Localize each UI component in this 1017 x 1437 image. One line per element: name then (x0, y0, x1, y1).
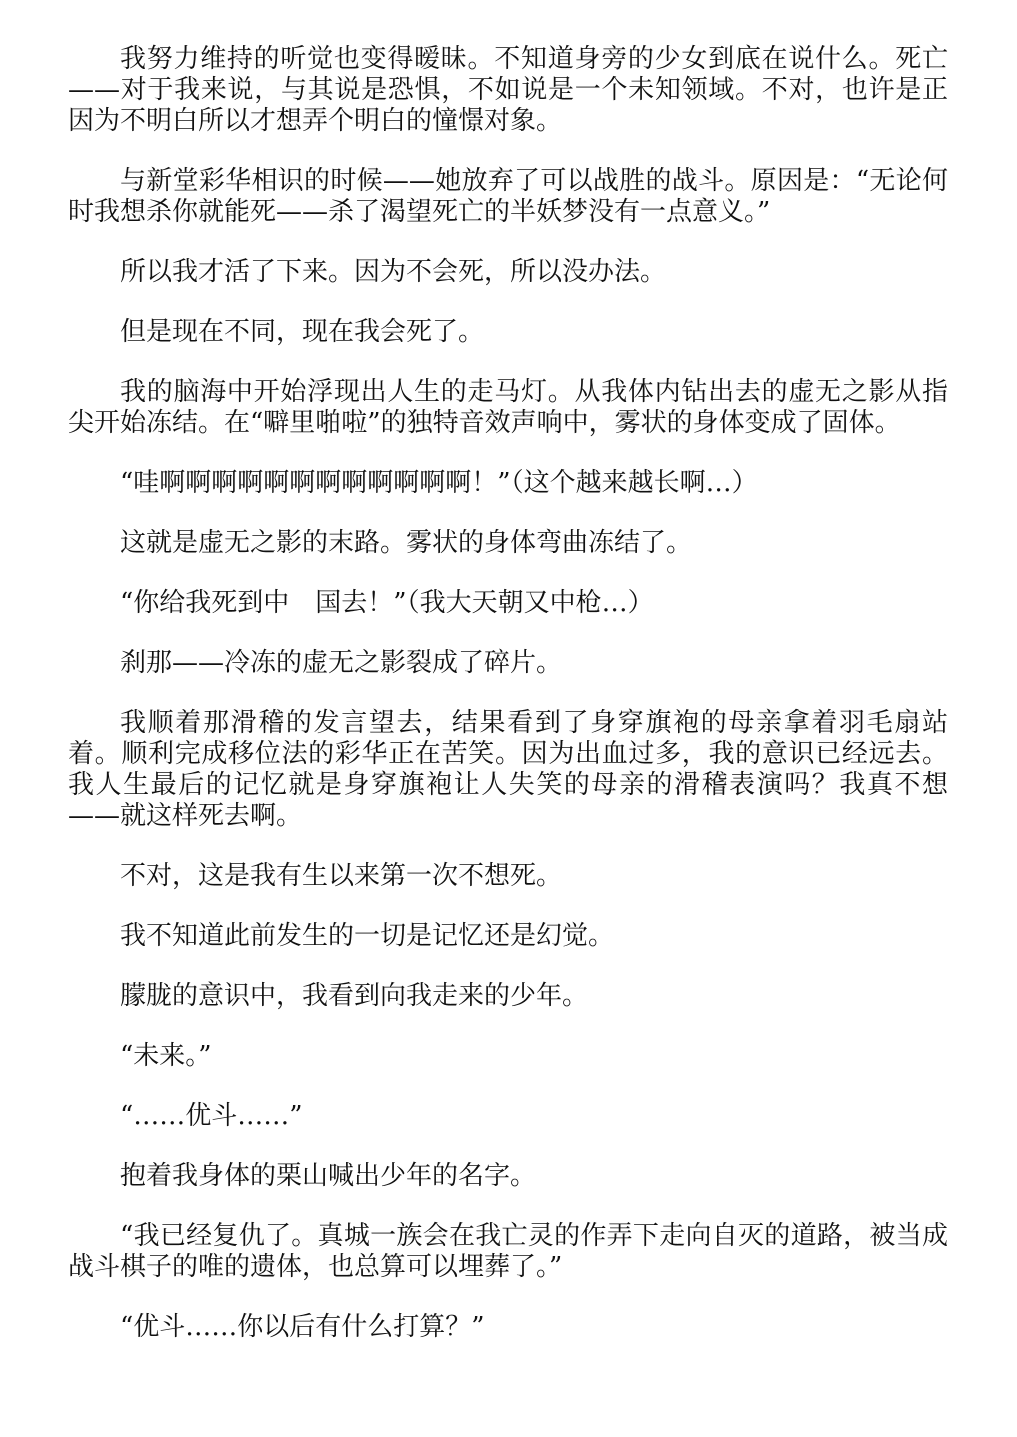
paragraph-13: 朦胧的意识中，我看到向我走来的少年。 (120, 981, 589, 1011)
paragraph-18: “优斗……你以后有什么打算？” (120, 1312, 485, 1342)
paragraph-15: “……优斗……” (120, 1101, 303, 1131)
paragraph-7: 这就是虚无之影的末路。雾状的身体弯曲冻结了。 (120, 528, 693, 558)
paragraph-10: 我顺着那滑稽的发言望去，结果看到了身穿旗袍的母亲拿着羽毛扇站着。顺利完成移位法的彩华正在苦笑。因为出血过多，我的意识已经远去。我人生最后的记忆就是身穿旗袍让人失笑的母亲的滑稽表演吗？我真不想——就这样死去啊。 (68, 708, 948, 831)
paragraph-14: “未来。” (120, 1041, 212, 1071)
paragraph-12: 我不知道此前发生的一切是记忆还是幻觉。 (120, 921, 615, 951)
paragraph-11: 不对，这是我有生以来第一次不想死。 (120, 861, 563, 891)
document-page (68, 44, 948, 1343)
paragraph-2: 与新堂彩华相识的时候——她放弃了可以战胜的战斗。原因是：“无论何时我想杀你就能死——杀了渴望死亡的半妖梦没有一点意义。” (68, 166, 948, 227)
paragraph-1: 我努力维持的听觉也变得暧昧。不知道身旁的少女到底在说什么。死亡——对于我来说，与其说是恐惧，不如说是一个未知领域。不对，也许是正因为不明白所以才想弄个明白的憧憬对象。 (68, 44, 948, 136)
paragraph-16: 抱着我身体的栗山喊出少年的名字。 (120, 1161, 537, 1191)
paragraph-3: 所以我才活了下来。因为不会死，所以没办法。 (120, 257, 667, 287)
paragraph-5: 我的脑海中开始浮现出人生的走马灯。从我体内钻出去的虚无之影从指尖开始冻结。在“噼里啪啦”的独特音效声响中，雾状的身体变成了固体。 (68, 377, 948, 438)
paragraph-9: 刹那——冷冻的虚无之影裂成了碎片。 (120, 648, 563, 678)
paragraph-4: 但是现在不同，现在我会死了。 (120, 317, 485, 347)
paragraph-8: “你给我死到中 国去！”（我大天朝又中枪…） (120, 588, 654, 618)
paragraph-17: “我已经复仇了。真城一族会在我亡灵的作弄下走向自灭的道路，被当成战斗棋子的唯的遗体，也总算可以埋葬了。” (68, 1221, 948, 1282)
paragraph-6: “哇啊啊啊啊啊啊啊啊啊啊啊啊！”（这个越来越长啊…） (120, 468, 758, 498)
